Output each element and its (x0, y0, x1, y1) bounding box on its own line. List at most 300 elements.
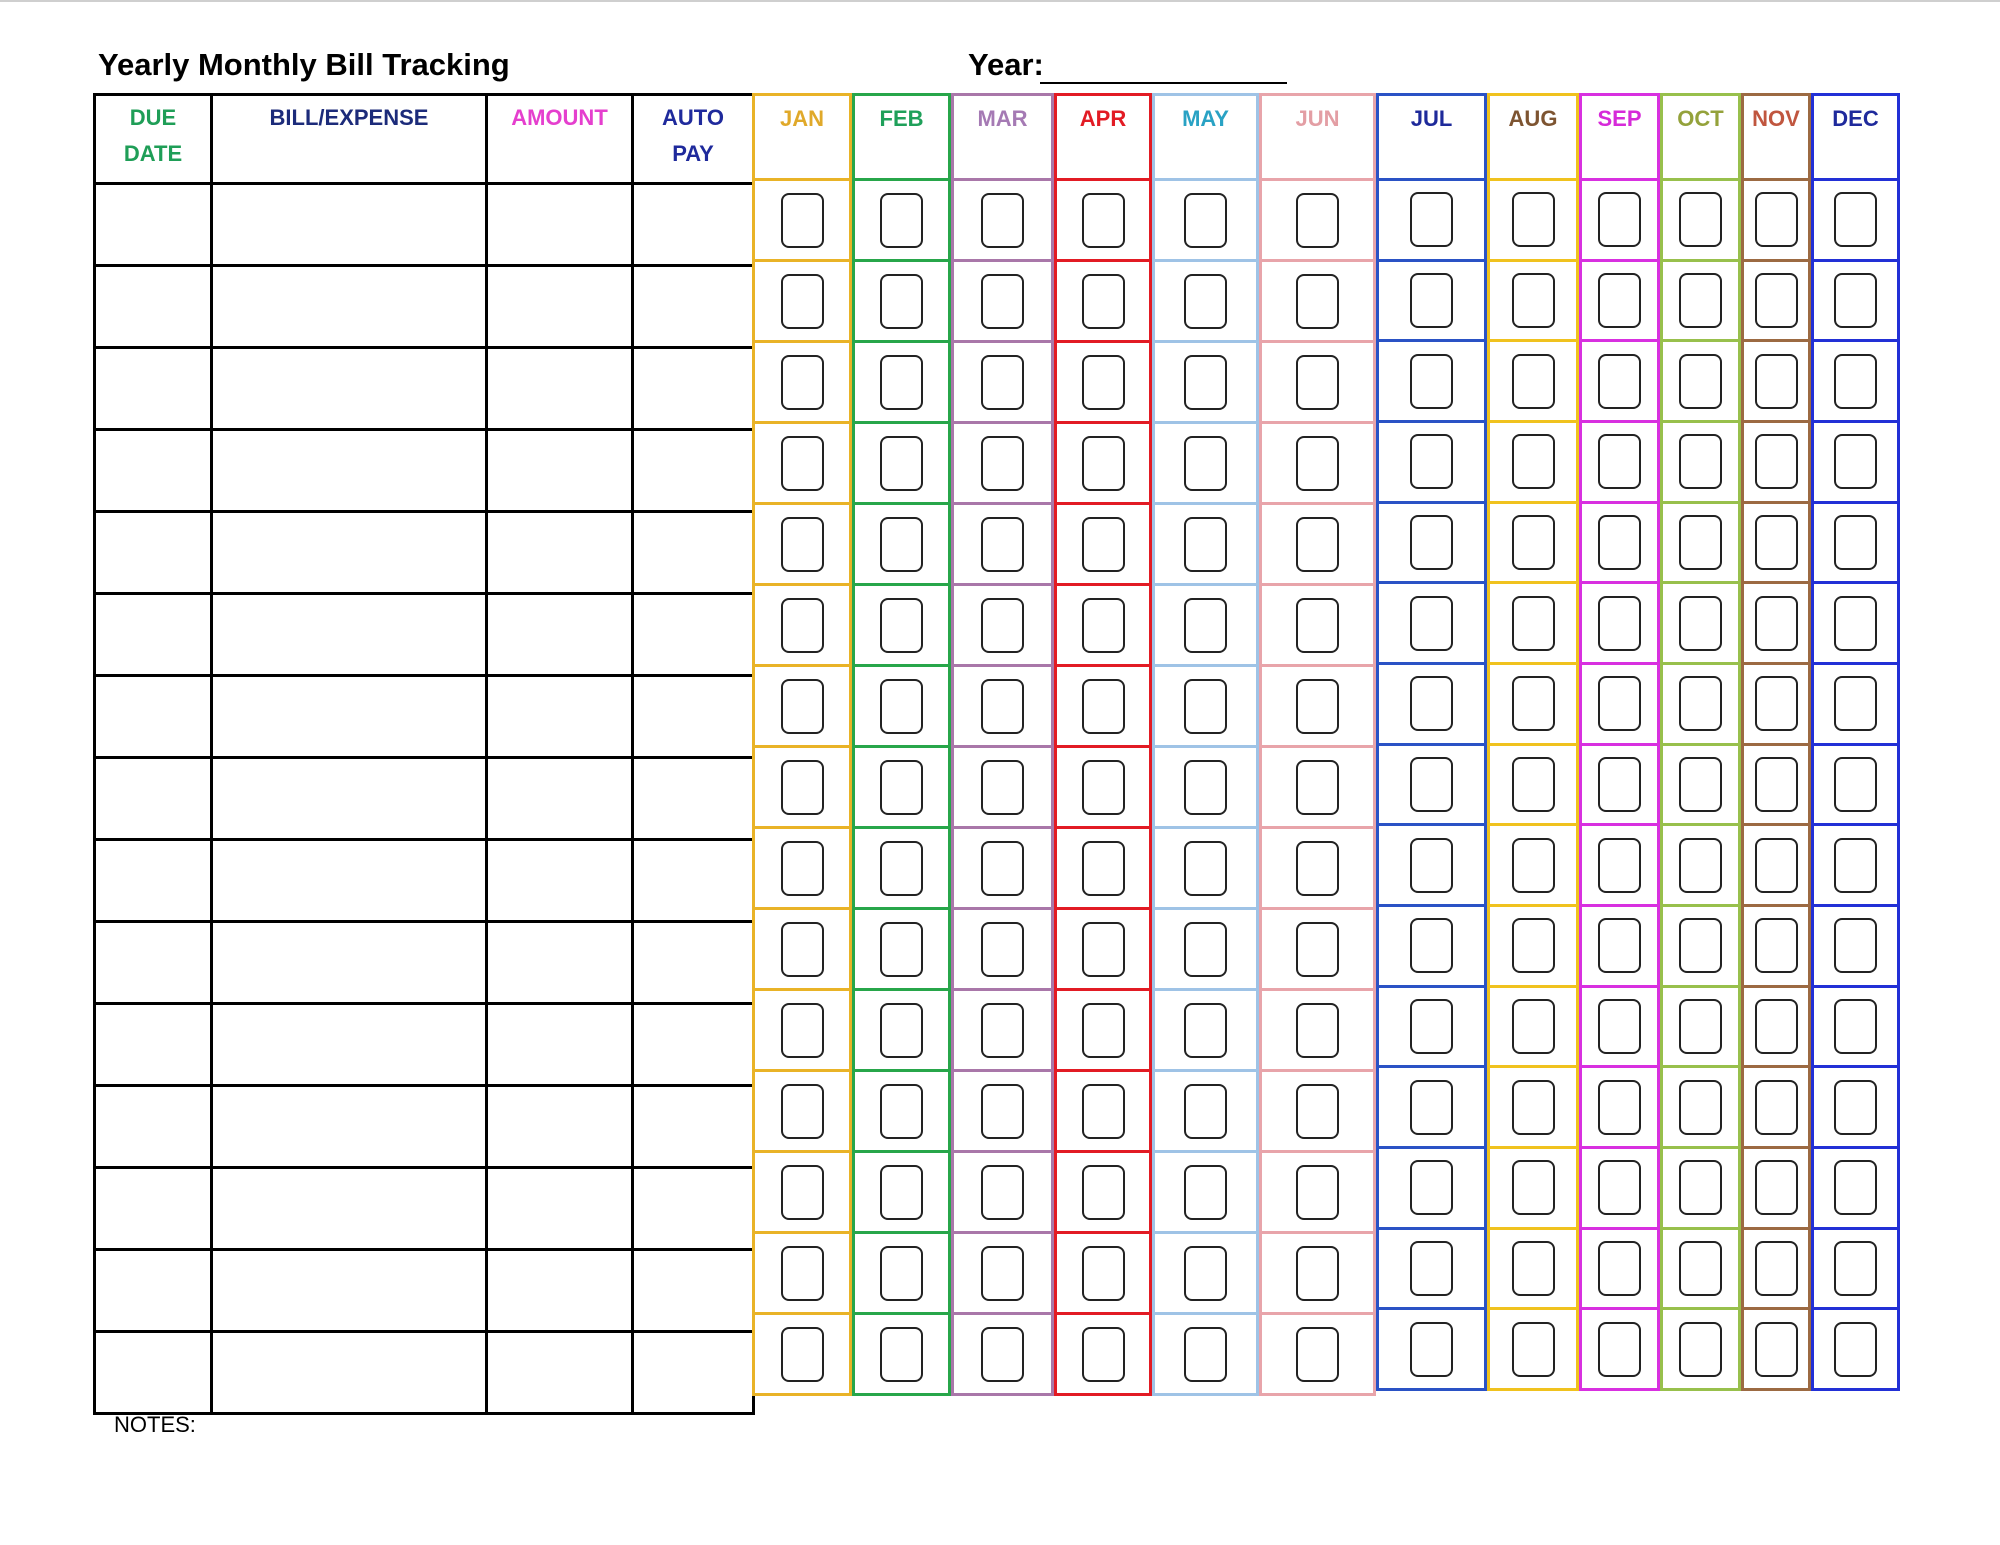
paid-checkbox[interactable] (1679, 192, 1722, 247)
month-column-dec (1811, 93, 1900, 1391)
month-cell (1582, 581, 1657, 662)
paid-checkbox[interactable] (1184, 922, 1227, 977)
auto-pay-cell[interactable] (633, 758, 754, 840)
bill-expense-cell[interactable] (212, 512, 487, 594)
paid-checkbox[interactable] (781, 436, 824, 491)
paid-checkbox[interactable] (1184, 679, 1227, 734)
paid-checkbox[interactable] (1834, 1160, 1877, 1215)
paid-checkbox[interactable] (1512, 676, 1555, 731)
month-cell (1057, 340, 1149, 421)
paid-checkbox[interactable] (1082, 193, 1125, 248)
month-cell (1057, 826, 1149, 907)
paid-checkbox[interactable] (1679, 1241, 1722, 1296)
page-title: Yearly Monthly Bill Tracking (98, 47, 510, 82)
due-date-cell[interactable] (95, 184, 212, 266)
paid-checkbox[interactable] (880, 1327, 923, 1382)
paid-checkbox[interactable] (1184, 193, 1227, 248)
month-cell (1490, 420, 1576, 501)
auto-pay-cell[interactable] (633, 512, 754, 594)
month-cell (755, 421, 849, 502)
paid-checkbox[interactable] (1296, 1165, 1339, 1220)
month-cell (1155, 502, 1256, 583)
paid-checkbox[interactable] (781, 274, 824, 329)
paid-checkbox[interactable] (981, 274, 1024, 329)
paid-checkbox[interactable] (1512, 192, 1555, 247)
header-auto-pay-line2: PAY (672, 141, 714, 166)
auto-pay-cell[interactable] (633, 1004, 754, 1086)
header-amount (487, 95, 633, 184)
paid-checkbox[interactable] (1679, 1080, 1722, 1135)
bill-expense-cell[interactable] (212, 922, 487, 1004)
table-row (95, 1004, 754, 1086)
paid-checkbox[interactable] (1082, 436, 1125, 491)
paid-checkbox[interactable] (1296, 274, 1339, 329)
paid-checkbox[interactable] (1679, 273, 1722, 328)
paid-checkbox[interactable] (1679, 676, 1722, 731)
bill-expense-cell[interactable] (212, 1086, 487, 1168)
paid-checkbox[interactable] (1598, 1241, 1641, 1296)
paid-checkbox[interactable] (1512, 1241, 1555, 1296)
paid-checkbox[interactable] (781, 922, 824, 977)
bill-expense-cell[interactable] (212, 758, 487, 840)
paid-checkbox[interactable] (1410, 596, 1453, 651)
bill-expense-cell[interactable] (212, 1168, 487, 1250)
auto-pay-cell[interactable] (633, 184, 754, 266)
paid-checkbox[interactable] (1082, 679, 1125, 734)
auto-pay-cell[interactable] (633, 922, 754, 1004)
due-date-cell[interactable] (95, 922, 212, 1004)
month-cell (1744, 178, 1808, 259)
paid-checkbox[interactable] (1834, 918, 1877, 973)
paid-checkbox[interactable] (781, 760, 824, 815)
paid-checkbox[interactable] (1184, 274, 1227, 329)
auto-pay-cell[interactable] (633, 840, 754, 922)
paid-checkbox[interactable] (1834, 192, 1877, 247)
paid-checkbox[interactable] (1296, 760, 1339, 815)
amount-cell[interactable] (487, 348, 633, 430)
table-row (95, 266, 754, 348)
paid-checkbox[interactable] (781, 598, 824, 653)
paid-checkbox[interactable] (981, 1165, 1024, 1220)
paid-checkbox[interactable] (1598, 676, 1641, 731)
paid-checkbox[interactable] (1082, 1165, 1125, 1220)
table-row (95, 1332, 754, 1414)
amount-cell[interactable] (487, 594, 633, 676)
month-cell (755, 1231, 849, 1312)
month-cell (1262, 1231, 1373, 1312)
month-cell (1057, 1312, 1149, 1393)
paid-checkbox[interactable] (1679, 757, 1722, 812)
paid-checkbox[interactable] (1082, 274, 1125, 329)
paid-checkbox[interactable] (1082, 922, 1125, 977)
paid-checkbox[interactable] (1296, 517, 1339, 572)
paid-checkbox[interactable] (1184, 1327, 1227, 1382)
paid-checkbox[interactable] (1410, 999, 1453, 1054)
month-cell (1814, 259, 1897, 340)
paid-checkbox[interactable] (781, 1246, 824, 1301)
paid-checkbox[interactable] (981, 679, 1024, 734)
paid-checkbox[interactable] (1410, 1241, 1453, 1296)
month-cell (1663, 985, 1738, 1066)
paid-checkbox[interactable] (1755, 918, 1798, 973)
month-cell (1262, 1150, 1373, 1231)
paid-checkbox[interactable] (1184, 436, 1227, 491)
paid-checkbox[interactable] (1184, 517, 1227, 572)
paid-checkbox[interactable] (1598, 354, 1641, 409)
paid-checkbox[interactable] (781, 679, 824, 734)
paid-checkbox[interactable] (1679, 434, 1722, 489)
amount-cell[interactable] (487, 1004, 633, 1086)
auto-pay-cell[interactable] (633, 594, 754, 676)
paid-checkbox[interactable] (1598, 434, 1641, 489)
amount-cell[interactable] (487, 266, 633, 348)
month-cell (1663, 662, 1738, 743)
paid-checkbox[interactable] (1296, 841, 1339, 896)
paid-checkbox[interactable] (1082, 1003, 1125, 1058)
due-date-cell[interactable] (95, 594, 212, 676)
paid-checkbox[interactable] (880, 760, 923, 815)
paid-checkbox[interactable] (880, 1084, 923, 1139)
paid-checkbox[interactable] (781, 1165, 824, 1220)
due-date-cell[interactable] (95, 1086, 212, 1168)
paid-checkbox[interactable] (1755, 596, 1798, 651)
paid-checkbox[interactable] (1755, 515, 1798, 570)
amount-cell[interactable] (487, 512, 633, 594)
paid-checkbox[interactable] (880, 1003, 923, 1058)
due-date-cell[interactable] (95, 1332, 212, 1414)
paid-checkbox[interactable] (1410, 1322, 1453, 1377)
paid-checkbox[interactable] (1834, 1322, 1877, 1377)
paid-checkbox[interactable] (1512, 434, 1555, 489)
month-cell (1379, 178, 1484, 259)
paid-checkbox[interactable] (1082, 517, 1125, 572)
paid-checkbox[interactable] (1679, 999, 1722, 1054)
paid-checkbox[interactable] (1755, 273, 1798, 328)
paid-checkbox[interactable] (1184, 841, 1227, 896)
month-cell (1155, 1150, 1256, 1231)
auto-pay-cell[interactable] (633, 1086, 754, 1168)
auto-pay-cell[interactable] (633, 430, 754, 512)
paid-checkbox[interactable] (1679, 918, 1722, 973)
paid-checkbox[interactable] (1296, 1246, 1339, 1301)
bill-expense-cell[interactable] (212, 184, 487, 266)
paid-checkbox[interactable] (1755, 354, 1798, 409)
paid-checkbox[interactable] (1410, 1160, 1453, 1215)
paid-checkbox[interactable] (1296, 679, 1339, 734)
auto-pay-cell[interactable] (633, 1168, 754, 1250)
auto-pay-cell[interactable] (633, 266, 754, 348)
notes-label: NOTES: (114, 1412, 196, 1437)
paid-checkbox[interactable] (1834, 999, 1877, 1054)
amount-cell[interactable] (487, 840, 633, 922)
due-date-cell[interactable] (95, 758, 212, 840)
paid-checkbox[interactable] (1410, 434, 1453, 489)
paid-checkbox[interactable] (1755, 192, 1798, 247)
month-cell (1744, 339, 1808, 420)
paid-checkbox[interactable] (1082, 355, 1125, 410)
paid-checkbox[interactable] (1512, 354, 1555, 409)
paid-checkbox[interactable] (1679, 1160, 1722, 1215)
paid-checkbox[interactable] (1834, 838, 1877, 893)
paid-checkbox[interactable] (1679, 1322, 1722, 1377)
paid-checkbox[interactable] (981, 1003, 1024, 1058)
paid-checkbox[interactable] (1410, 1080, 1453, 1135)
bill-expense-cell[interactable] (212, 1250, 487, 1332)
paid-checkbox[interactable] (1598, 1080, 1641, 1135)
paid-checkbox[interactable] (1184, 355, 1227, 410)
paid-checkbox[interactable] (1410, 515, 1453, 570)
paid-checkbox[interactable] (880, 1165, 923, 1220)
month-cell (1057, 178, 1149, 259)
paid-checkbox[interactable] (1410, 757, 1453, 812)
paid-checkbox[interactable] (1296, 1003, 1339, 1058)
due-date-cell[interactable] (95, 840, 212, 922)
paid-checkbox[interactable] (1512, 1160, 1555, 1215)
paid-checkbox[interactable] (1755, 1080, 1798, 1135)
paid-checkbox[interactable] (981, 355, 1024, 410)
month-cell (755, 1150, 849, 1231)
paid-checkbox[interactable] (1834, 1241, 1877, 1296)
amount-cell[interactable] (487, 1332, 633, 1414)
paid-checkbox[interactable] (1755, 1322, 1798, 1377)
paid-checkbox[interactable] (1184, 1165, 1227, 1220)
due-date-cell[interactable] (95, 512, 212, 594)
paid-checkbox[interactable] (1410, 273, 1453, 328)
month-cell (1582, 662, 1657, 743)
paid-checkbox[interactable] (1512, 1080, 1555, 1135)
paid-checkbox[interactable] (981, 598, 1024, 653)
paid-checkbox[interactable] (1512, 999, 1555, 1054)
paid-checkbox[interactable] (1184, 1246, 1227, 1301)
month-cell (1057, 1231, 1149, 1312)
paid-checkbox[interactable] (1410, 838, 1453, 893)
bill-expense-cell[interactable] (212, 840, 487, 922)
month-cell (1663, 581, 1738, 662)
month-cell (954, 1231, 1051, 1312)
auto-pay-cell[interactable] (633, 676, 754, 758)
paid-checkbox[interactable] (1755, 434, 1798, 489)
month-cell (1262, 421, 1373, 502)
header-due-date-line1: DUE (129, 105, 177, 130)
paid-checkbox[interactable] (981, 436, 1024, 491)
month-cell (1582, 1307, 1657, 1388)
paid-checkbox[interactable] (1296, 193, 1339, 248)
due-date-cell[interactable] (95, 676, 212, 758)
month-cell (1155, 745, 1256, 826)
paid-checkbox[interactable] (1834, 757, 1877, 812)
auto-pay-cell[interactable] (633, 1332, 754, 1414)
paid-checkbox[interactable] (1410, 918, 1453, 973)
amount-cell[interactable] (487, 430, 633, 512)
month-cell (1057, 988, 1149, 1069)
paid-checkbox[interactable] (1598, 596, 1641, 651)
due-date-cell[interactable] (95, 348, 212, 430)
paid-checkbox[interactable] (1512, 596, 1555, 651)
due-date-cell[interactable] (95, 1168, 212, 1250)
paid-checkbox[interactable] (781, 1327, 824, 1382)
month-column-apr (1054, 93, 1152, 1396)
paid-checkbox[interactable] (981, 193, 1024, 248)
paid-checkbox[interactable] (1082, 760, 1125, 815)
month-cell (1379, 743, 1484, 824)
bill-expense-cell[interactable] (212, 676, 487, 758)
amount-cell[interactable] (487, 676, 633, 758)
month-cell (1155, 826, 1256, 907)
paid-checkbox[interactable] (1184, 598, 1227, 653)
header-auto-pay (633, 95, 754, 184)
paid-checkbox[interactable] (1679, 354, 1722, 409)
bill-expense-cell[interactable] (212, 1004, 487, 1086)
paid-checkbox[interactable] (1598, 918, 1641, 973)
paid-checkbox[interactable] (1512, 838, 1555, 893)
paid-checkbox[interactable] (1296, 922, 1339, 977)
paid-checkbox[interactable] (981, 1246, 1024, 1301)
month-cell (755, 745, 849, 826)
paid-checkbox[interactable] (1410, 676, 1453, 731)
due-date-cell[interactable] (95, 430, 212, 512)
paid-checkbox[interactable] (1296, 355, 1339, 410)
month-cell (755, 178, 849, 259)
paid-checkbox[interactable] (981, 841, 1024, 896)
paid-checkbox[interactable] (880, 1246, 923, 1301)
month-cell (1155, 178, 1256, 259)
paid-checkbox[interactable] (880, 517, 923, 572)
paid-checkbox[interactable] (1679, 596, 1722, 651)
amount-cell[interactable] (487, 922, 633, 1004)
paid-checkbox[interactable] (1598, 515, 1641, 570)
paid-checkbox[interactable] (1755, 999, 1798, 1054)
paid-checkbox[interactable] (1296, 1084, 1339, 1139)
paid-checkbox[interactable] (781, 193, 824, 248)
bill-table-header (95, 95, 754, 184)
month-cell (1814, 1307, 1897, 1388)
paid-checkbox[interactable] (1296, 1327, 1339, 1382)
paid-checkbox[interactable] (1834, 596, 1877, 651)
amount-cell[interactable] (487, 1250, 633, 1332)
month-column-oct (1660, 93, 1741, 1391)
paid-checkbox[interactable] (1296, 598, 1339, 653)
paid-checkbox[interactable] (1410, 192, 1453, 247)
paid-checkbox[interactable] (1755, 676, 1798, 731)
paid-checkbox[interactable] (981, 922, 1024, 977)
paid-checkbox[interactable] (1755, 1160, 1798, 1215)
paid-checkbox[interactable] (1082, 1246, 1125, 1301)
month-cell (1582, 1227, 1657, 1308)
month-cell (1814, 823, 1897, 904)
paid-checkbox[interactable] (1410, 354, 1453, 409)
month-cell (1155, 664, 1256, 745)
due-date-cell[interactable] (95, 1004, 212, 1086)
paid-checkbox[interactable] (781, 841, 824, 896)
paid-checkbox[interactable] (1598, 757, 1641, 812)
paid-checkbox[interactable] (880, 841, 923, 896)
month-cell (1663, 904, 1738, 985)
paid-checkbox[interactable] (781, 1003, 824, 1058)
paid-checkbox[interactable] (1184, 760, 1227, 815)
bill-expense-cell[interactable] (212, 430, 487, 512)
paid-checkbox[interactable] (1598, 192, 1641, 247)
paid-checkbox[interactable] (1834, 354, 1877, 409)
paid-checkbox[interactable] (1598, 1160, 1641, 1215)
paid-checkbox[interactable] (1598, 999, 1641, 1054)
month-cell (1262, 988, 1373, 1069)
month-cell (1262, 178, 1373, 259)
paid-checkbox[interactable] (981, 1084, 1024, 1139)
amount-cell[interactable] (487, 1086, 633, 1168)
paid-checkbox[interactable] (1512, 273, 1555, 328)
bill-expense-cell[interactable] (212, 266, 487, 348)
paid-checkbox[interactable] (981, 517, 1024, 572)
paid-checkbox[interactable] (1296, 436, 1339, 491)
month-column-mar (951, 93, 1054, 1396)
auto-pay-cell[interactable] (633, 1250, 754, 1332)
paid-checkbox[interactable] (1184, 1084, 1227, 1139)
paid-checkbox[interactable] (1755, 1241, 1798, 1296)
paid-checkbox[interactable] (1755, 838, 1798, 893)
paid-checkbox[interactable] (1512, 515, 1555, 570)
paid-checkbox[interactable] (781, 1084, 824, 1139)
paid-checkbox[interactable] (1082, 841, 1125, 896)
paid-checkbox[interactable] (880, 598, 923, 653)
year-field[interactable] (1040, 82, 1287, 84)
paid-checkbox[interactable] (880, 679, 923, 734)
paid-checkbox[interactable] (880, 355, 923, 410)
amount-cell[interactable] (487, 184, 633, 266)
paid-checkbox[interactable] (1598, 838, 1641, 893)
month-cell (1582, 420, 1657, 501)
bill-expense-cell[interactable] (212, 1332, 487, 1414)
paid-checkbox[interactable] (1834, 273, 1877, 328)
paid-checkbox[interactable] (781, 517, 824, 572)
month-cell (755, 259, 849, 340)
paid-checkbox[interactable] (880, 193, 923, 248)
paid-checkbox[interactable] (1184, 1003, 1227, 1058)
bill-expense-cell[interactable] (212, 594, 487, 676)
month-cell (1582, 743, 1657, 824)
paid-checkbox[interactable] (1834, 515, 1877, 570)
auto-pay-cell[interactable] (633, 348, 754, 430)
paid-checkbox[interactable] (781, 355, 824, 410)
paid-checkbox[interactable] (1512, 757, 1555, 812)
paid-checkbox[interactable] (981, 760, 1024, 815)
paid-checkbox[interactable] (1834, 676, 1877, 731)
paid-checkbox[interactable] (880, 922, 923, 977)
bill-expense-cell[interactable] (212, 348, 487, 430)
paid-checkbox[interactable] (981, 1327, 1024, 1382)
paid-checkbox[interactable] (880, 436, 923, 491)
month-cell (755, 664, 849, 745)
paid-checkbox[interactable] (1755, 757, 1798, 812)
amount-cell[interactable] (487, 758, 633, 840)
amount-cell[interactable] (487, 1168, 633, 1250)
paid-checkbox[interactable] (1512, 918, 1555, 973)
header-bill-expense (212, 95, 487, 184)
month-header-aug: AUG (1508, 106, 1558, 131)
paid-checkbox[interactable] (1834, 1080, 1877, 1135)
due-date-cell[interactable] (95, 1250, 212, 1332)
paid-checkbox[interactable] (1598, 1322, 1641, 1377)
paid-checkbox[interactable] (1082, 598, 1125, 653)
paid-checkbox[interactable] (880, 274, 923, 329)
due-date-cell[interactable] (95, 266, 212, 348)
paid-checkbox[interactable] (1834, 434, 1877, 489)
paid-checkbox[interactable] (1679, 515, 1722, 570)
paid-checkbox[interactable] (1512, 1322, 1555, 1377)
paid-checkbox[interactable] (1598, 273, 1641, 328)
paid-checkbox[interactable] (1082, 1084, 1125, 1139)
paid-checkbox[interactable] (1679, 838, 1722, 893)
paid-checkbox[interactable] (1082, 1327, 1125, 1382)
